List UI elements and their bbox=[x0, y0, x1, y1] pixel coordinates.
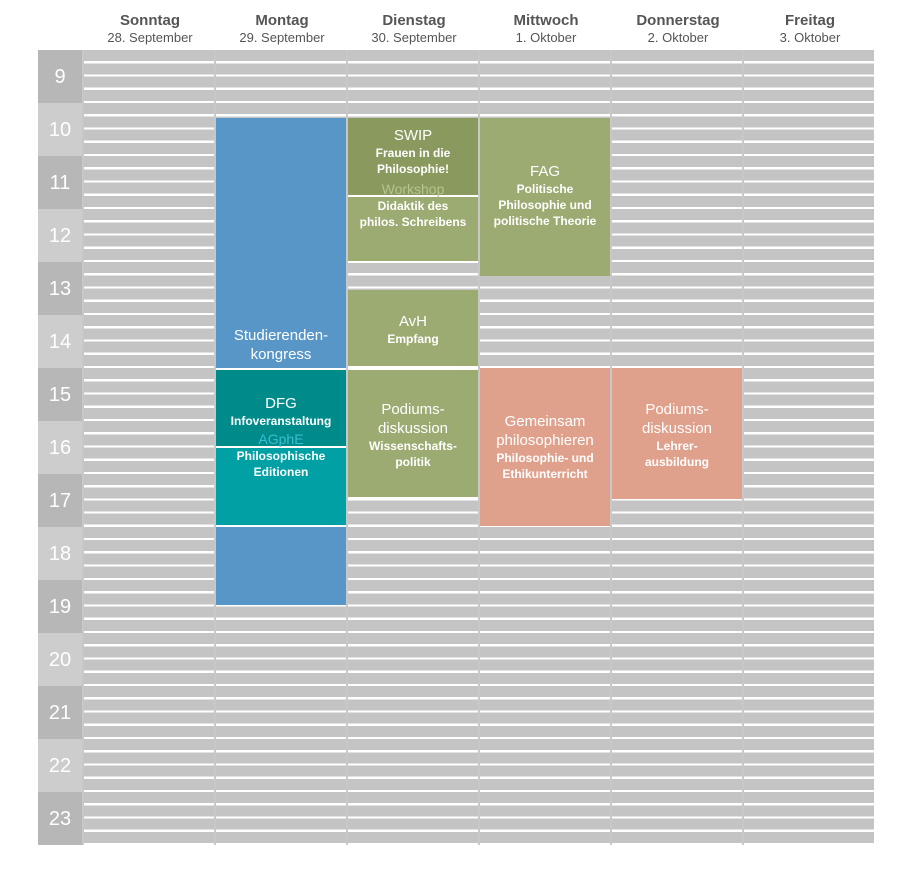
day-date: 3. Oktober bbox=[779, 30, 841, 45]
hour-label: 13 bbox=[48, 278, 72, 300]
hour-cell bbox=[38, 368, 82, 421]
hour-cell bbox=[38, 527, 82, 580]
event-subtitle: Philosophie- und bbox=[496, 451, 594, 465]
event-subtitle: politik bbox=[395, 455, 431, 469]
day-name: Sonntag bbox=[120, 12, 180, 29]
hour-label: 19 bbox=[48, 596, 72, 618]
event-title: Podiums- bbox=[645, 401, 709, 418]
event-subtitle: Ethikunterricht bbox=[502, 467, 588, 481]
event-title: SWIP bbox=[393, 127, 433, 144]
hour-cell bbox=[38, 209, 82, 262]
event-subtitle: ausbildung bbox=[645, 455, 709, 469]
event-subtitle: Infoveranstaltung bbox=[230, 414, 332, 428]
hour-label: 20 bbox=[48, 649, 72, 671]
hour-cell bbox=[38, 103, 82, 156]
day-name: Donnerstag bbox=[636, 12, 720, 29]
event-subtitle: Politische bbox=[516, 182, 574, 196]
event-subtitle: Philosophie und bbox=[498, 198, 592, 212]
event-subtitle: Empfang bbox=[387, 332, 439, 346]
event-subtitle: Editionen bbox=[253, 465, 309, 479]
hour-label: 12 bbox=[48, 225, 72, 247]
day-header-donnerstag bbox=[612, 12, 744, 45]
event-title: philosophieren bbox=[496, 432, 594, 449]
day-header-freitag bbox=[744, 12, 876, 45]
hour-label: 17 bbox=[48, 490, 72, 512]
day-name: Dienstag bbox=[382, 12, 446, 29]
event-title: Studierenden- bbox=[233, 327, 329, 344]
hour-label: 21 bbox=[48, 702, 72, 724]
hour-cell bbox=[38, 474, 82, 527]
hour-label: 22 bbox=[48, 755, 72, 777]
day-date: 30. September bbox=[371, 30, 457, 45]
hour-label: 11 bbox=[49, 172, 71, 194]
hour-label: 10 bbox=[48, 119, 72, 141]
event-title: AGphE bbox=[258, 431, 304, 447]
event-title: Workshop bbox=[381, 181, 445, 197]
hour-cell bbox=[38, 50, 82, 103]
day-header-mittwoch bbox=[480, 12, 612, 45]
hour-label: 18 bbox=[48, 543, 72, 565]
event-subtitle: Lehrer- bbox=[656, 439, 698, 453]
hour-cell bbox=[38, 739, 82, 792]
day-header-dienstag bbox=[348, 12, 480, 45]
event-workshop-didaktik[interactable] bbox=[348, 181, 478, 263]
hour-label: 9 bbox=[54, 66, 66, 88]
event-title: Podiums- bbox=[381, 401, 445, 418]
day-header-sonntag bbox=[84, 12, 216, 45]
event-avh-empfang[interactable] bbox=[348, 290, 478, 368]
hour-cell bbox=[38, 792, 82, 845]
day-date: 29. September bbox=[239, 30, 325, 45]
event-title: diskussion bbox=[377, 420, 449, 437]
event-title: diskussion bbox=[641, 420, 713, 437]
day-date: 2. Oktober bbox=[647, 30, 709, 45]
event-subtitle: Philosophische bbox=[236, 449, 326, 463]
hour-cell bbox=[38, 633, 82, 686]
event-studierendenkongress[interactable] bbox=[216, 118, 346, 605]
day-name: Montag bbox=[255, 12, 309, 29]
hour-label: 15 bbox=[48, 384, 72, 406]
day-header-montag bbox=[216, 12, 348, 45]
event-podium-wissenschaftspolitik[interactable] bbox=[348, 368, 478, 499]
event-gemeinsam-philosophieren[interactable] bbox=[480, 368, 610, 526]
hour-cell bbox=[38, 580, 82, 633]
event-subtitle: Philosophie! bbox=[377, 162, 449, 176]
event-title: AvH bbox=[398, 313, 428, 330]
hour-cell bbox=[38, 315, 82, 368]
day-date: 28. September bbox=[107, 30, 193, 45]
event-subtitle: Didaktik des bbox=[377, 199, 449, 213]
event-title: kongress bbox=[250, 346, 312, 363]
event-fag[interactable] bbox=[480, 118, 610, 276]
hour-label: 16 bbox=[48, 437, 72, 459]
day-column-sonntag bbox=[84, 50, 214, 845]
hour-label: 23 bbox=[48, 808, 72, 830]
event-agphe-editionen[interactable] bbox=[216, 431, 346, 527]
day-column-freitag bbox=[744, 50, 874, 845]
event-subtitle: Wissenschafts- bbox=[369, 439, 457, 453]
event-podium-lehrerausbildung[interactable] bbox=[612, 368, 742, 499]
hour-label: 14 bbox=[48, 331, 72, 353]
event-subtitle: Frauen in die bbox=[375, 146, 451, 160]
hour-cell bbox=[38, 421, 82, 474]
hour-cell bbox=[38, 156, 82, 209]
day-name: Freitag bbox=[784, 12, 835, 29]
event-title: Gemeinsam bbox=[504, 413, 586, 430]
day-date: 1. Oktober bbox=[515, 30, 577, 45]
event-subtitle: politische Theorie bbox=[493, 214, 597, 228]
event-subtitle: philos. Schreibens bbox=[359, 215, 467, 229]
day-name: Mittwoch bbox=[513, 12, 579, 29]
hour-cell bbox=[38, 686, 82, 739]
event-title: FAG bbox=[529, 163, 560, 180]
schedule-grid bbox=[38, 50, 874, 845]
hour-cell bbox=[38, 262, 82, 315]
event-title: DFG bbox=[265, 395, 297, 412]
